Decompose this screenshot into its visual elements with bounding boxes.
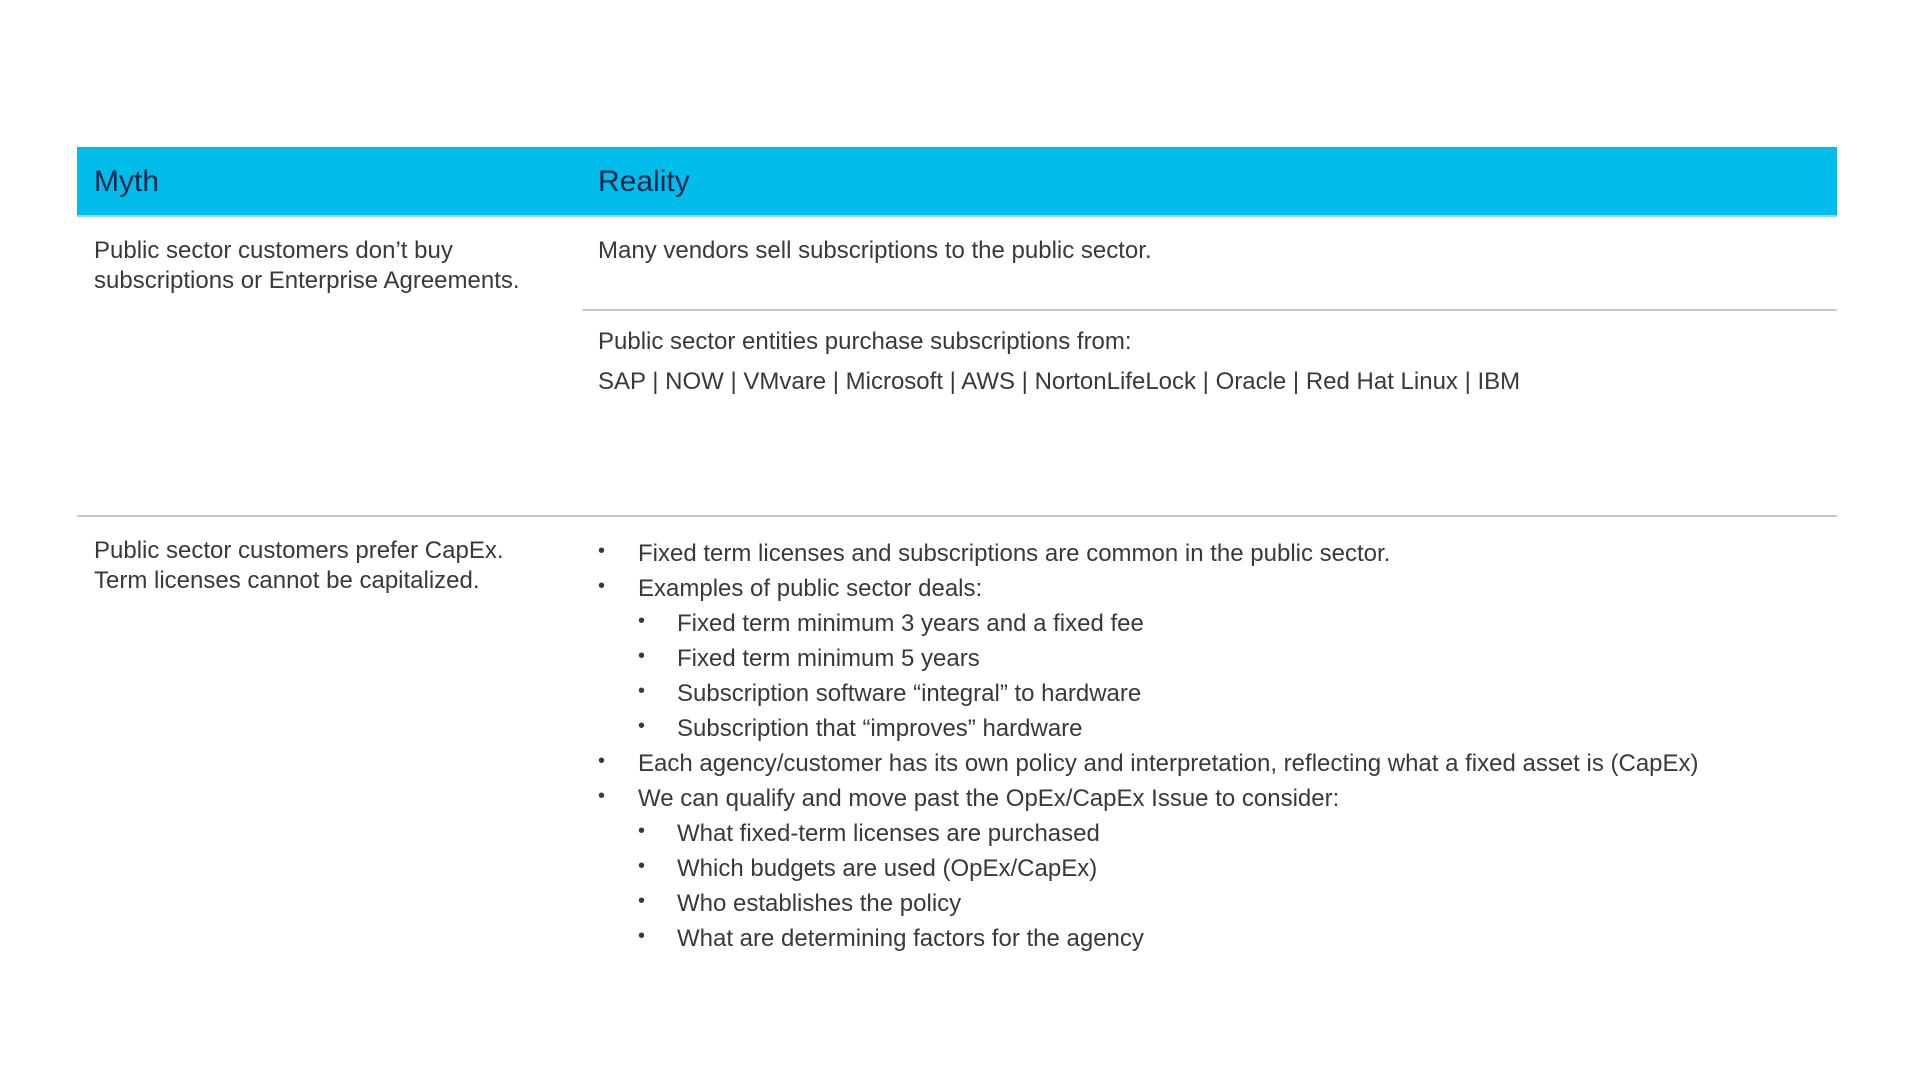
sub-bullet-item bbox=[598, 606, 1828, 641]
bullet-icon: • bbox=[638, 645, 646, 667]
sub-bullet-item bbox=[598, 641, 1828, 676]
bullet-item bbox=[598, 746, 1828, 781]
bullet-item bbox=[598, 536, 1828, 571]
reality-statement: Many vendors sell subscriptions to the public sector. bbox=[598, 237, 1152, 264]
table-row bbox=[77, 217, 1837, 517]
bullet-icon: • bbox=[638, 610, 646, 632]
sub-bullet-item bbox=[598, 816, 1828, 851]
reality-cell-bottom bbox=[598, 327, 1828, 397]
myth-line: Public sector customers prefer CapEx. bbox=[94, 537, 504, 564]
header-myth: Myth bbox=[94, 165, 160, 198]
myth-line: subscriptions or Enterprise Agreements. bbox=[94, 267, 520, 294]
bullet-text: Fixed term licenses and subscriptions are common in the public sector. bbox=[638, 540, 1391, 567]
reality-bullet-list bbox=[598, 536, 1828, 956]
sub-bullet-item bbox=[598, 676, 1828, 711]
bullet-icon: • bbox=[638, 820, 646, 842]
table-row bbox=[77, 517, 1837, 1017]
bullet-text: Fixed term minimum 5 years bbox=[677, 645, 980, 672]
sub-bullet-item bbox=[598, 886, 1828, 921]
bullet-text: What fixed-term licenses are purchased bbox=[677, 820, 1100, 847]
bullet-icon: • bbox=[598, 575, 606, 597]
bullet-icon: • bbox=[598, 540, 606, 562]
table-header bbox=[77, 147, 1837, 217]
bullet-text: Subscription software “integral” to hardware bbox=[677, 680, 1142, 707]
bullet-icon: • bbox=[638, 680, 646, 702]
myth-line: Public sector customers don’t buy bbox=[94, 237, 453, 264]
bullet-icon: • bbox=[638, 925, 646, 947]
bullet-text: Which budgets are used (OpEx/CapEx) bbox=[677, 855, 1098, 882]
myth-cell bbox=[94, 236, 564, 296]
bullet-text: Who establishes the policy bbox=[677, 890, 962, 917]
bullet-item bbox=[598, 571, 1828, 606]
bullet-text: Each agency/customer has its own policy and interpretation, reflecting what a fixed asset is (CapEx) bbox=[638, 750, 1699, 777]
sub-bullet-item bbox=[598, 851, 1828, 886]
reality-intro: Public sector entities purchase subscriptions from: bbox=[598, 328, 1132, 355]
bullet-text: We can qualify and move past the OpEx/CapEx Issue to consider: bbox=[638, 785, 1340, 812]
bullet-icon: • bbox=[638, 855, 646, 877]
header-reality: Reality bbox=[598, 165, 690, 198]
bullet-item bbox=[598, 781, 1828, 816]
bullet-icon: • bbox=[638, 890, 646, 912]
bullet-text: Subscription that “improves” hardware bbox=[677, 715, 1083, 742]
bullet-text: What are determining factors for the agency bbox=[677, 925, 1144, 952]
myth-cell bbox=[94, 536, 564, 596]
myth-reality-table bbox=[77, 147, 1837, 1017]
reality-cell-top bbox=[582, 217, 1837, 311]
bullet-text: Fixed term minimum 3 years and a fixed fee bbox=[677, 610, 1144, 637]
bullet-icon: • bbox=[598, 785, 606, 807]
sub-bullet-item bbox=[598, 711, 1828, 746]
myth-line: Term licenses cannot be capitalized. bbox=[94, 567, 480, 594]
bullet-text: Examples of public sector deals: bbox=[638, 575, 983, 602]
bullet-icon: • bbox=[598, 750, 606, 772]
sub-bullet-item bbox=[598, 921, 1828, 956]
bullet-icon: • bbox=[638, 715, 646, 737]
vendor-list: SAP | NOW | VMvare | Microsoft | AWS | NortonLifeLock | Oracle | Red Hat Linux | IBM bbox=[598, 368, 1521, 395]
